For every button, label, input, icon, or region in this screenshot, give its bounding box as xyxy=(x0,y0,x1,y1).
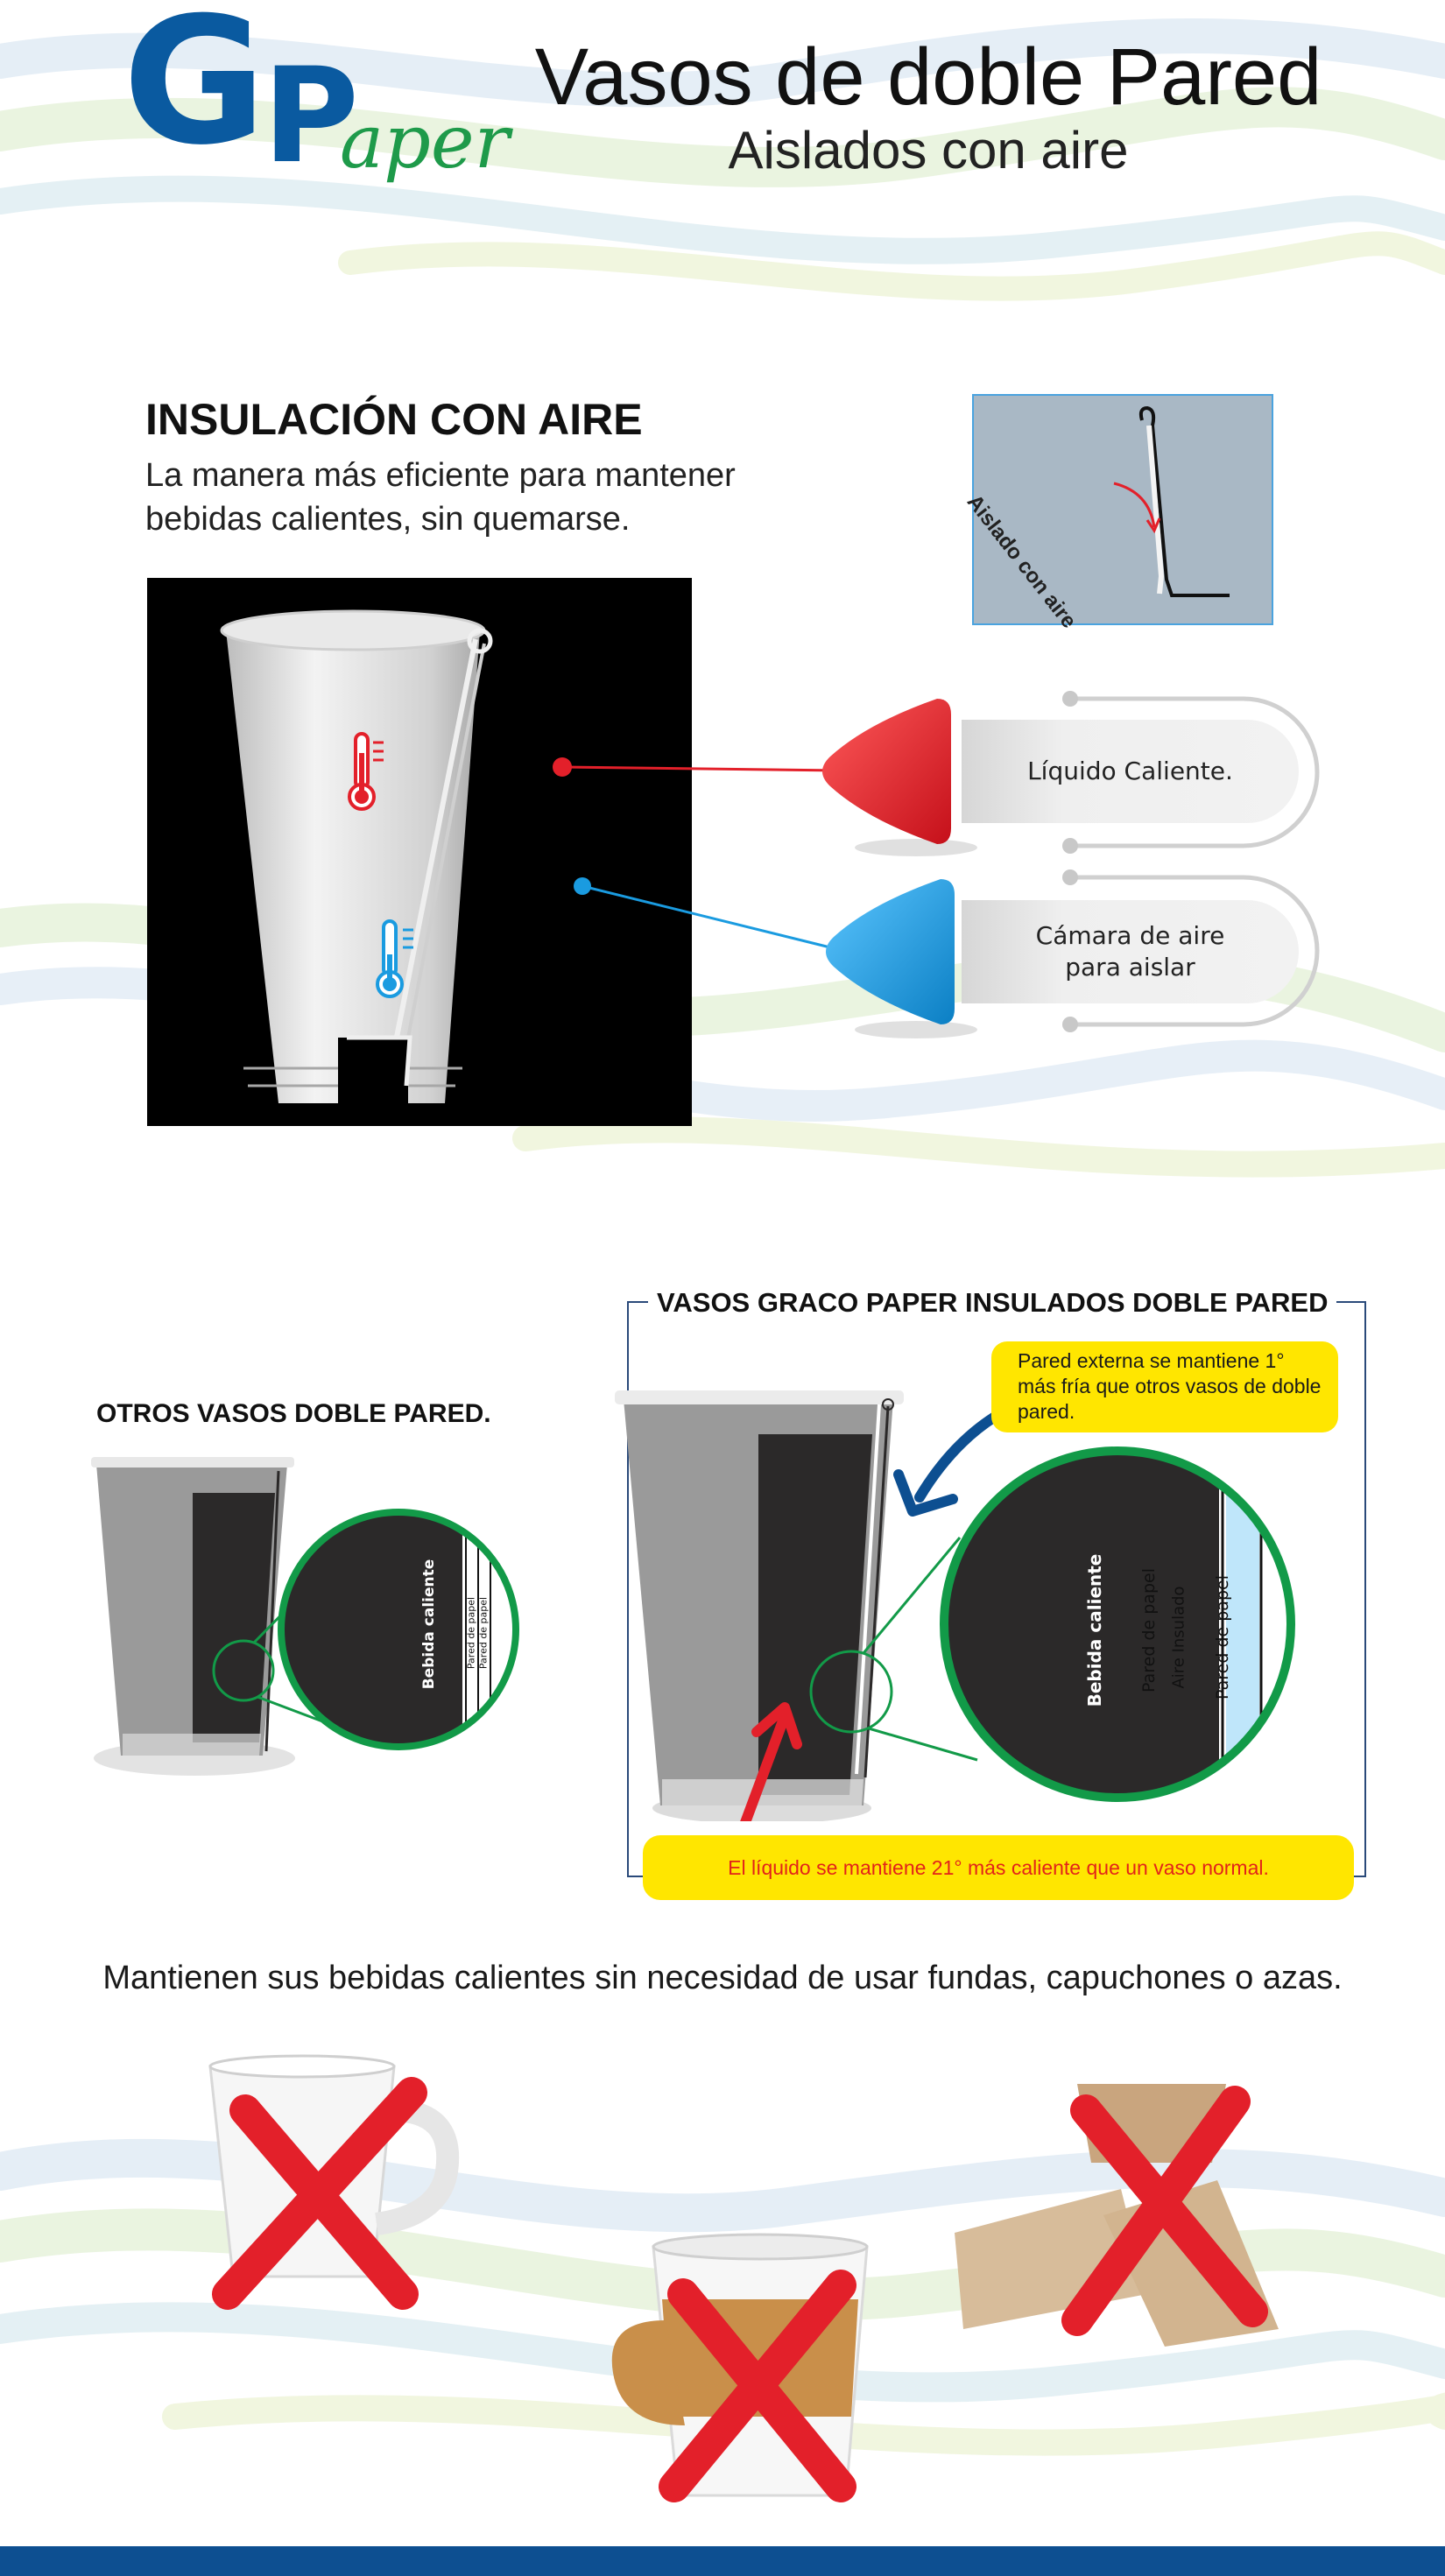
note-outer-wall: Pared externa se mantiene 1° más fría que otros vasos de doble pared. xyxy=(991,1341,1338,1432)
others-layer-paper-2: Pared de papel xyxy=(477,1596,490,1670)
footer-bar xyxy=(0,2546,1445,2576)
graco-layer-paper-outer: Pared de papel xyxy=(1213,1575,1232,1700)
page-subtitle: Aislados con aire xyxy=(728,121,1129,179)
hot-liquid-arrow-icon xyxy=(814,688,955,855)
callout-hot-liquid: Líquido Caliente. xyxy=(962,720,1299,823)
cup-with-sleeve-crossed-icon xyxy=(604,2224,885,2513)
others-layer-drink: Bebida caliente xyxy=(420,1559,438,1690)
cardboard-sleeves-crossed-icon xyxy=(946,2066,1296,2355)
graco-cup-diagram xyxy=(610,1383,1310,1821)
logo-aper: aper xyxy=(340,99,510,185)
air-chamber-arrow-icon xyxy=(818,869,958,1035)
graco-heading: VASOS GRACO PAPER INSULADOS DOBLE PARED xyxy=(648,1287,1336,1319)
callout-air-chamber xyxy=(962,900,1299,1003)
closing-statement: Mantienen sus bebidas calientes sin necesidad de usar fundas, capuchones o azas. xyxy=(102,1960,1343,1996)
logo-letter-p: P xyxy=(263,40,359,193)
graco-layer-air: Aire Insulado xyxy=(1169,1586,1188,1689)
cup-with-handle-crossed-icon xyxy=(193,2049,473,2312)
insulation-description: La manera más eficiente para mantener bebidas calientes, sin quemarse. xyxy=(145,457,736,538)
inset-label: Aislado con aire xyxy=(962,490,1082,633)
logo-letter-g: G xyxy=(123,0,258,184)
graco-layer-paper-inner: Pared de papel xyxy=(1139,1568,1159,1693)
air-insulation-inset xyxy=(972,394,1273,625)
callout-air-chamber-label: Cámara de aire para aislar xyxy=(1035,921,1225,982)
others-heading: OTROS VASOS DOBLE PARED. xyxy=(96,1399,491,1428)
other-cup-diagram xyxy=(88,1453,596,1786)
page-title: Vasos de doble Pared xyxy=(534,32,1322,122)
insulation-heading: INSULACIÓN CON AIRE xyxy=(145,395,643,444)
graco-layer-drink: Bebida caliente xyxy=(1084,1553,1105,1707)
note-liquid-temperature: El líquido se mantiene 21° más caliente que un vaso normal. xyxy=(643,1835,1354,1900)
cup-cutaway-photo xyxy=(147,578,692,1126)
outer-wall-arrow-icon xyxy=(920,1417,995,1497)
others-layer-paper-1: Pared de papel xyxy=(465,1596,477,1670)
